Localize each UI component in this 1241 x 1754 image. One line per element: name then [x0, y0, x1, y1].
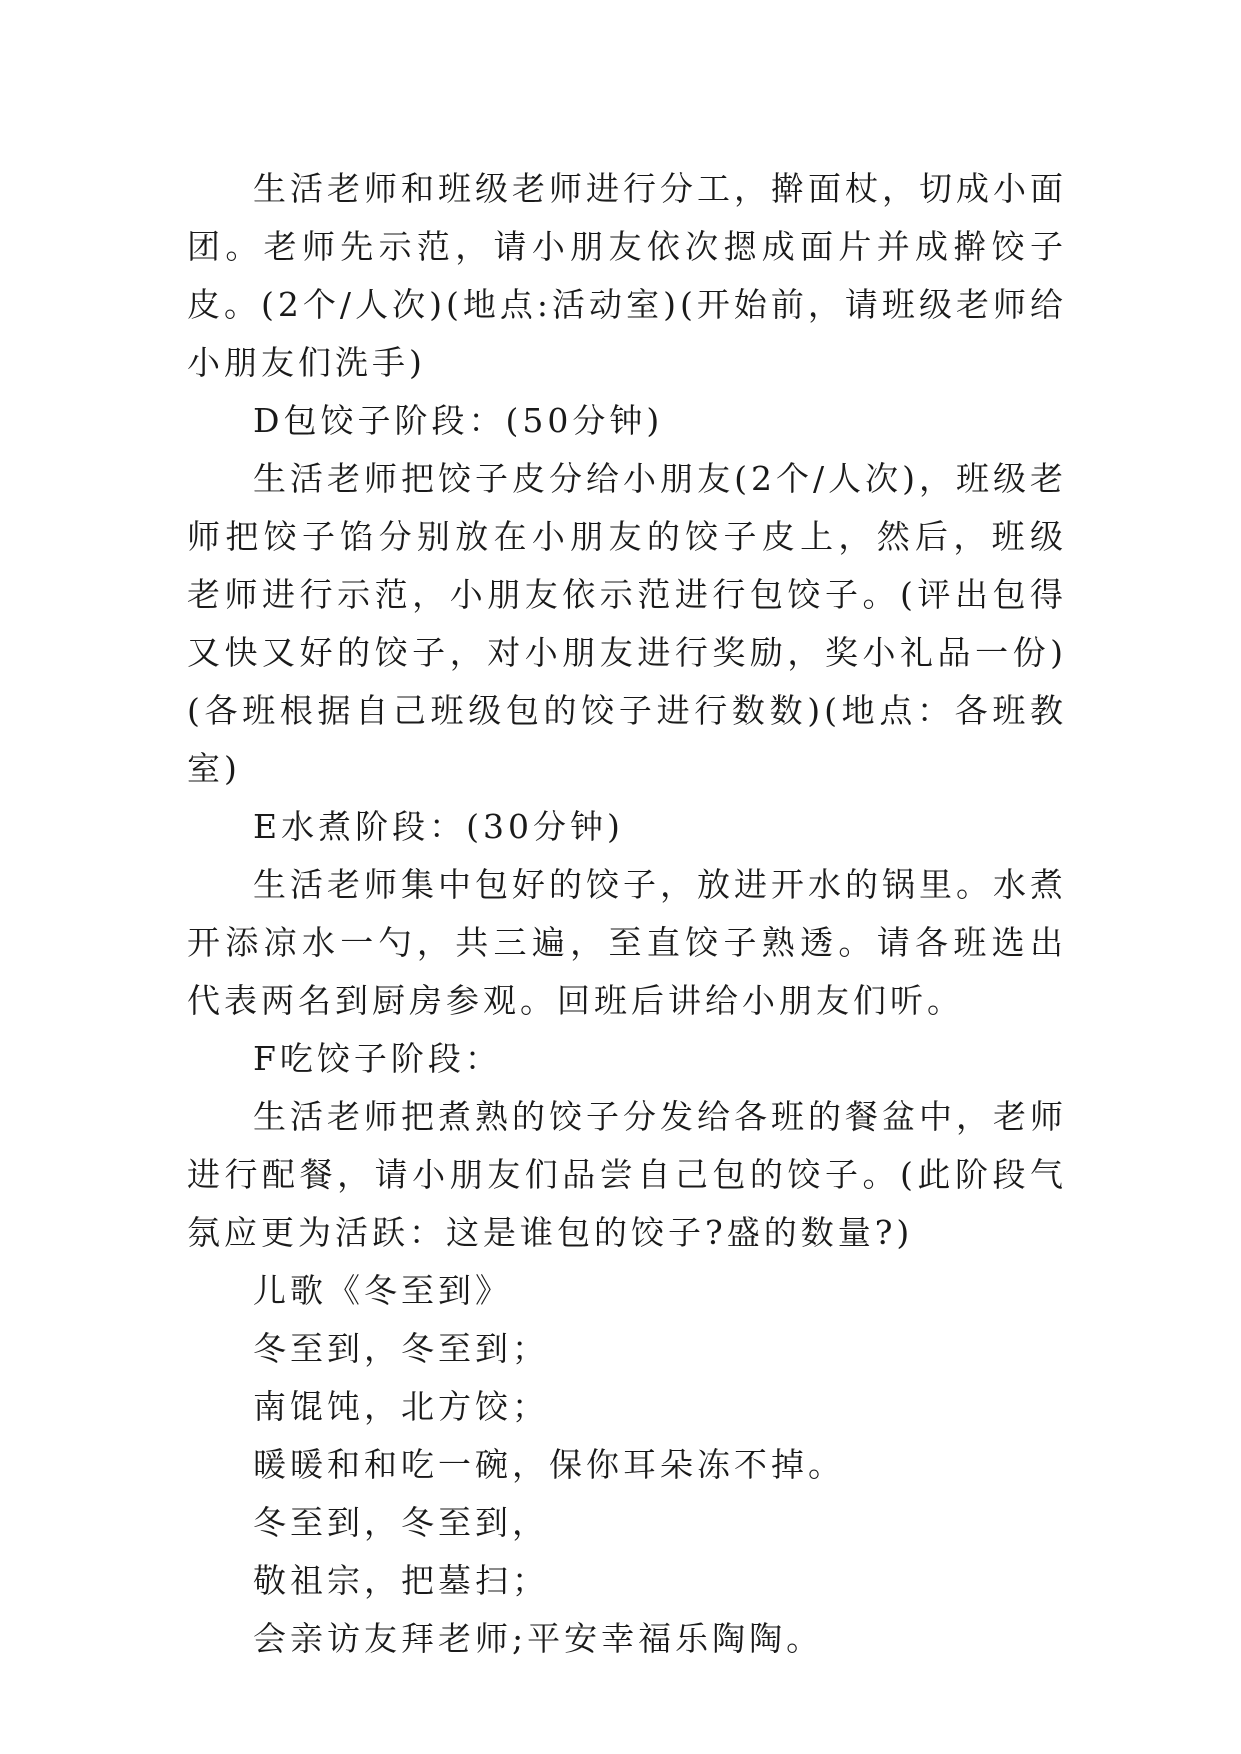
- song-line: 暖暖和和吃一碗，保你耳朵冻不掉。: [253, 1445, 845, 1484]
- song-line: 敬祖宗，把墓扫；: [253, 1561, 549, 1600]
- heading-wrapping-stage: D包饺子阶段：(50分钟): [253, 401, 664, 440]
- song-line: 南馄饨，北方饺；: [253, 1387, 549, 1426]
- heading-eating-stage: F吃饺子阶段：: [253, 1039, 502, 1078]
- paragraph-boiling-stage: 生活老师集中包好的饺子，放进开水的锅里。水煮开添凉水一勺，共三遍，至直饺子熟透。请各班选出代表两名到厨房参观。回班后讲给小朋友们听。: [187, 865, 1067, 1020]
- paragraph-eating-stage: 生活老师把煮熟的饺子分发给各班的餐盆中，老师进行配餐，请小朋友们品尝自己包的饺子。(此阶段气氛应更为活跃：这是谁包的饺子?盛的数量?): [187, 1097, 1067, 1252]
- song-line: 会亲访友拜老师;平安幸福乐陶陶。: [253, 1619, 824, 1658]
- song-line: 冬至到，冬至到，: [253, 1503, 549, 1542]
- heading-boiling-stage: E水煮阶段：(30分钟): [253, 807, 624, 846]
- paragraph-wrapping-stage: 生活老师把饺子皮分给小朋友(2个/人次)，班级老师把饺子馅分别放在小朋友的饺子皮上，然后，班级老师进行示范，小朋友依示范进行包饺子。(评出包得又快又好的饺子，对小朋友进行奖励，奖小礼品一份)(各班根据自己班级包的饺子进行数数)(地点：各班教室): [187, 459, 1067, 788]
- document-body: [187, 160, 1067, 1668]
- song-title: 儿歌《冬至到》: [253, 1271, 512, 1310]
- song-line: 冬至到，冬至到；: [253, 1329, 549, 1368]
- paragraph-dumpling-skin-prep: 生活老师和班级老师进行分工，擀面杖，切成小面团。老师先示范，请小朋友依次摁成面片并成擀饺子皮。(2个/人次)(地点:活动室)(开始前，请班级老师给小朋友们洗手): [187, 169, 1067, 382]
